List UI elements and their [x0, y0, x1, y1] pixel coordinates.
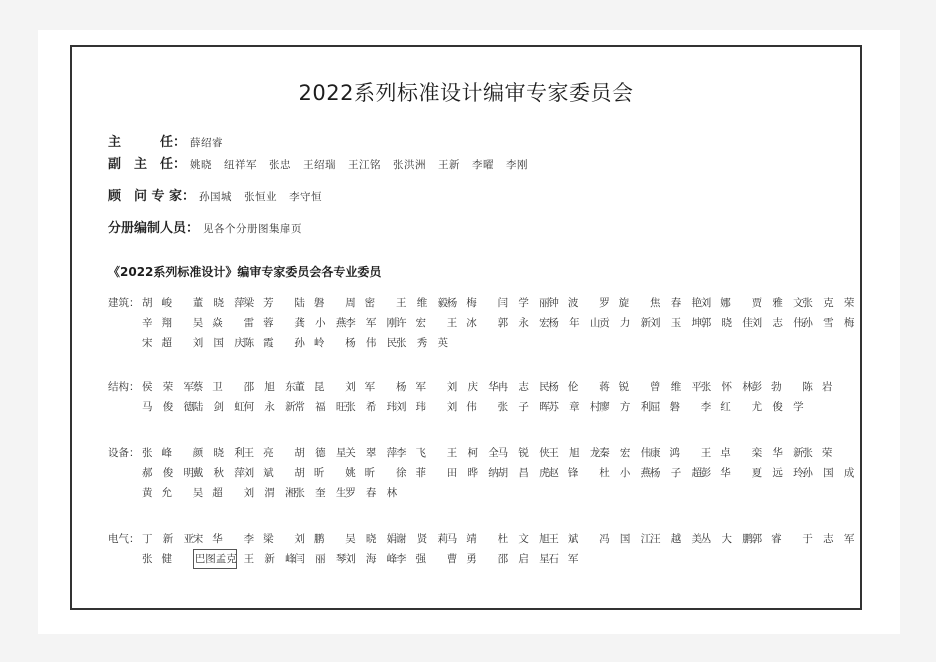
member-name: 丛大鹏	[700, 533, 753, 545]
member-name: 石军	[548, 553, 579, 565]
member-name: 杨梅	[446, 297, 477, 309]
person-name: 李守恒	[289, 191, 323, 203]
member-name: 马俊德	[142, 401, 194, 413]
member-name: 何永新	[243, 401, 296, 413]
member-name: 贾雅文	[751, 297, 804, 309]
member-name: 陈霞	[243, 337, 274, 349]
member-name: 李强	[396, 553, 426, 565]
person-name: 李曜	[472, 159, 495, 171]
document-title: 2022系列标准设计编审专家委员会	[298, 81, 634, 105]
section-title: 《2022系列标准设计》编审专家委员会各专业委员	[108, 265, 382, 279]
member-name: 邵旭东	[243, 381, 296, 393]
group-label: 设备：	[108, 447, 140, 459]
role-names	[199, 191, 334, 203]
role-names	[203, 223, 314, 235]
role-label: 主 任：	[108, 135, 187, 150]
member-name: 康鸿	[650, 447, 680, 459]
person-name: 王新	[438, 159, 461, 171]
member-name: 常福旺	[294, 401, 347, 413]
member-name: 姚昕	[345, 467, 376, 479]
member-name: 关翠萍	[345, 447, 398, 459]
member-name: 刘志伟	[751, 317, 804, 329]
member-name: 刘斌	[243, 467, 274, 479]
member-name: 郝俊明	[142, 467, 194, 479]
member-name: 刘伟	[446, 401, 477, 413]
member-name: 杨军	[396, 381, 426, 393]
member-name: 蒋锐	[599, 381, 630, 393]
member-name: 杨年山	[548, 317, 601, 329]
member-name: 廖方利	[599, 401, 652, 413]
member-name: 田晔纳	[446, 467, 499, 479]
member-name: 梁芳	[243, 297, 274, 309]
member-name: 马锐侠	[497, 447, 550, 459]
member-name: 颜晓利	[192, 447, 245, 459]
group-label: 电气：	[108, 533, 140, 545]
member-name: 马靖	[446, 533, 477, 545]
member-name: 吴晓娟	[345, 533, 398, 545]
member-name: 李红	[700, 401, 731, 413]
member-name: 于志军	[802, 533, 855, 545]
member-name: 夏远玲	[751, 467, 804, 479]
member-name: 曾维平	[650, 381, 702, 393]
member-name: 刘海峰	[345, 553, 398, 565]
member-name: 黄允	[142, 487, 172, 499]
person-name: 姚晓	[190, 159, 213, 171]
member-name: 栾华新	[751, 447, 804, 459]
member-name: 刘军	[345, 381, 376, 393]
person-name: 王绍瑞	[303, 159, 337, 171]
member-name: 曹勇	[446, 553, 477, 565]
role-label: 分册编制人员：	[108, 221, 200, 236]
member-name: 王新峰	[243, 553, 296, 565]
group-label: 结构：	[108, 381, 140, 393]
member-name: 张希玮	[345, 401, 398, 413]
member-name: 杜文旭	[497, 533, 550, 545]
member-name: 陆剑虹	[192, 401, 245, 413]
member-name: 许宏	[396, 317, 426, 329]
member-name: 李梁	[243, 533, 274, 545]
role-line	[108, 155, 540, 175]
member-name: 陈岩	[802, 381, 833, 393]
member-name: 屈磐	[650, 401, 680, 413]
member-name: 钟波	[548, 297, 579, 309]
member-name: 孙雪梅	[802, 317, 855, 329]
member-name: 彭华	[700, 467, 731, 479]
member-name: 杨子超	[650, 467, 702, 479]
member-name: 闫学丽	[497, 297, 550, 309]
member-name: 王卓	[700, 447, 731, 459]
member-name: 刘渭湘	[243, 487, 296, 499]
member-name: 冉志民	[497, 381, 550, 393]
person-name: 孙国城	[199, 191, 233, 203]
member-name: 龚小燕	[294, 317, 347, 329]
member-name: 吴焱	[192, 317, 223, 329]
member-name: 王旭龙	[548, 447, 601, 459]
member-name: 徐菲	[396, 467, 426, 479]
person-name: 见各个分册图集扉页	[203, 223, 303, 235]
member-name: 陆磐	[294, 297, 325, 309]
member-name: 刘玮	[396, 401, 426, 413]
member-name: 蔡卫	[192, 381, 223, 393]
member-name: 王亮	[243, 447, 274, 459]
member-name: 王冰	[446, 317, 477, 329]
role-line	[108, 133, 235, 153]
role-line	[108, 187, 334, 207]
member-name: 张秀英	[396, 337, 448, 349]
member-name: 杨伦	[548, 381, 579, 393]
member-name: 罗旋	[599, 297, 630, 309]
member-name: 张克荣	[802, 297, 855, 309]
member-name: 董晓萍	[192, 297, 245, 309]
member-name: 杨伟民	[345, 337, 398, 349]
member-name: 张荣	[802, 447, 833, 459]
member-name: 张子晖	[497, 401, 550, 413]
person-name: 张洪洲	[393, 159, 427, 171]
member-name: 胡峻	[142, 297, 172, 309]
member-name: 周密	[345, 297, 376, 309]
member-name: 孙国成	[802, 467, 855, 479]
member-name: 孙岭	[294, 337, 325, 349]
person-name: 薛绍睿	[190, 137, 224, 149]
member-name: 刘娜	[700, 297, 731, 309]
member-name: 冯国江	[599, 533, 652, 545]
member-name: 王维毅	[396, 297, 448, 309]
member-name: 李军刚	[345, 317, 398, 329]
person-name: 张恒业	[244, 191, 278, 203]
member-name: 郭晓佳	[700, 317, 753, 329]
member-name: 邵启星	[497, 553, 550, 565]
role-names	[190, 137, 235, 149]
member-name: 闫丽琴	[294, 553, 347, 565]
member-name: 吴超	[192, 487, 223, 499]
person-name: 张忠	[269, 159, 292, 171]
member-name: 罗春林	[345, 487, 398, 499]
member-name: 宋超	[142, 337, 172, 349]
member-name: 李飞	[396, 447, 426, 459]
member-name: 巴图孟克	[193, 549, 237, 569]
member-name: 赵锋	[548, 467, 579, 479]
member-name: 丁新亚	[142, 533, 194, 545]
member-name: 辛翔	[142, 317, 172, 329]
member-name: 秦宏伟	[599, 447, 652, 459]
role-names	[190, 159, 540, 171]
member-name: 刘国庆	[192, 337, 245, 349]
member-name: 汪越美	[650, 533, 702, 545]
member-name: 胡昌虎	[497, 467, 550, 479]
member-name: 张健	[142, 553, 172, 565]
member-name: 刘鹏	[294, 533, 325, 545]
member-name: 胡德星	[294, 447, 347, 459]
member-name: 张奎生	[294, 487, 347, 499]
document-frame	[70, 45, 862, 610]
member-name: 郭睿	[751, 533, 782, 545]
role-label: 副 主 任：	[108, 157, 187, 172]
member-name: 王斌	[548, 533, 579, 545]
person-name: 李刚	[506, 159, 529, 171]
member-name: 戴秋萍	[192, 467, 245, 479]
member-name: 张怀林	[700, 381, 753, 393]
member-name: 董昆	[294, 381, 325, 393]
member-name: 刘玉坤	[650, 317, 702, 329]
person-name: 纽祥军	[224, 159, 258, 171]
member-name: 张峰	[142, 447, 172, 459]
member-name: 宋华	[192, 533, 223, 545]
member-name: 雷蓉	[243, 317, 274, 329]
member-name: 苏章村	[548, 401, 601, 413]
member-name: 贡力新	[599, 317, 652, 329]
member-name: 尤俊学	[751, 401, 804, 413]
role-label: 顾 问 专 家：	[108, 189, 196, 204]
member-name: 杜小燕	[599, 467, 652, 479]
member-name: 王柯全	[446, 447, 499, 459]
member-name: 侯荣军	[142, 381, 194, 393]
member-name: 胡昕	[294, 467, 325, 479]
person-name: 王江铭	[348, 159, 382, 171]
group-label: 建筑：	[108, 297, 140, 309]
member-name: 彭勃	[751, 381, 782, 393]
role-line	[108, 219, 314, 239]
member-name: 刘庆华	[446, 381, 499, 393]
member-name: 焦春艳	[650, 297, 702, 309]
member-name: 谢贤莉	[396, 533, 448, 545]
member-name: 郭永宏	[497, 317, 550, 329]
